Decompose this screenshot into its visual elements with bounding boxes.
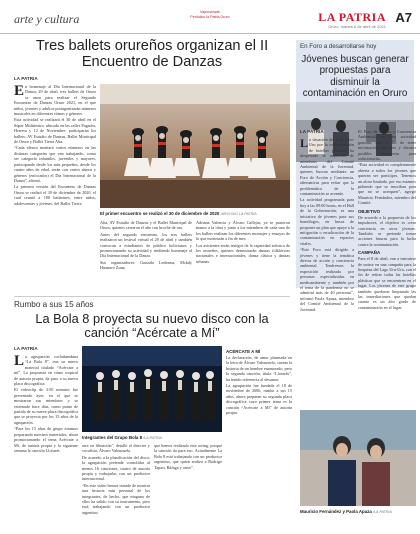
article-ballets-col1: En homenaje al Día Internacional de la Danza, 29 de abril, tres ballets de Oruro se unen para realizar el Segundo Encuentro de Danzas Oruro 2021, en el que niños, jóvenes y adultos protagonizarán números musicales en diferentes ritmos y géneros. Esta actividad se realizará el 30 de abril en el Súper Multiteatro, ubicado en las calles Pagador, Herrera y 12 de Noviembre, participarán los ballets: AV Estudio de Danzas, Ballet Municipal de Oruro y Ballet Tierra Alta. “Cada elenco montará varios números en las distintas categorías que van trabajando, como ser categoría infantiles, juveniles y mayores, participando desde los más pequeños, desde los cuatro años de edad, serán con varios ritmos y géneros (enfocados) el Día Internacional de la Danza”, afirmó. La primera versión del Encuentro de Danzas Oruro se realizó el 30 de diciembre de 2020, el cual reunió a 180 bailarines, entre niños, adolescentes y jóvenes, del Ballet Tierra [14, 83, 96, 206]
article-ballets-col2: Alta, AV Estudio de Danzas y el Ballet Municipal de Oruro, quienes cerraron el año con broche de oro. Antes del segundo encuentro, los tres ballets realizaron un festival virtual el 29 de abril y también convocan a estudiantes de público bolivianos y promocionando su actividad y rindiendo homenaje al Día Internacional de la Danza. Sus organizadores: Gonzalo Ledezma, Mckdy Huanaco Zuna, [100, 220, 192, 271]
subheading-objetivo: OBJETIVO [358, 208, 381, 214]
drop-cap: L [14, 353, 25, 369]
article-bola8-col3-lower: que hemos realizado este acting, porque la canción da para eso. Actualmente La Bola 8 está trabajando con un productor argentino, que quien realiza a Rodrigo Tapari, Ráfaga y otros”. [154, 443, 222, 470]
drop-cap: L [300, 136, 309, 150]
article-bola8-col3: ACÉRCATE A MÍ La declaración, de amor plasmada en la letra de Álvaro Valenzuela, cuenta la historia de un hombre enamorado, pero la segunda canción, titula “Llorarás”, ha tenido referencia al desamor. La agrupación fue fundada el 18 de noviembre de 2006, rumbo a sus 15 años, ahora preparan su segunda placa discográfica cuyo primer tema es la canción “Acércate a Mí” de autoría propia. [226, 349, 292, 416]
issue-date: Oruro, martes 6 de abril de 2021 [328, 24, 386, 29]
article-jovenes-col-b: El Foro de Acción y Conciencia Ambiental, es una actividad gratuita, con el fin de tener información del área y discutir posibles propuestas para solucionarlas. “Esta actividad es completamente abierta a todos los jóvenes que quieran ser partícipes. Tenemos un aforo limitado, por eso estamos pidiendo que se inscriban para que no se acerquen”, agregó Mauricio Fernández, miembro del Comité. OBJETIVO De acuerdo a la propuesta de los impulsores, el objetivo es crear conciencia en otros jóvenes. También se pretende tomar acciones futuras para la lucha contra la contaminación. CAMPAÑA Para el 8 de abril, van a instruirse de unirse en una campaña para la limpieza del Lago Uru-Uru, con el fin de retirar todas las botellas plásticas que se encuentran en el lugar. Los jóvenes de este grupo también quedaron limpiando las las inmediaciones que quedan cuanto es un alto grado de contaminación en el lugar. [358, 129, 416, 310]
article-jovenes-title: Jóvenes buscan generar propuestas para disminuir la contaminación en Oruro [301, 54, 409, 100]
subheading-acercate: ACÉRCATE A MÍ [226, 349, 261, 354]
fernandez-apaza-photo [300, 410, 416, 506]
article-bola8-col2: otra en filmación”, detalló el director y vocalista, Álvaro Valenzuela. De acuerdo a la planificación del disco, la agrupación pretende consolidar al menos 16 canciones, cuatro de autoría propia y trabajarlas con un productor internacional. “En este video hemos tratado de mostrar una historia más personal de los integrantes, de hecho, que ninguno de ellos ha salido con su instrumento, pero está trabajando con un productor argentino [82, 443, 150, 515]
subheading-campana: CAMPAÑA [358, 250, 381, 256]
bola8-photo-caption: Integrantes del Grupo Bola 8 /LA PATRIA [82, 435, 162, 440]
article-jovenes-kicker: LA PATRIA [300, 129, 324, 134]
article-jovenes-col-a: La situación del Lago Uru-Uru por la contaminación de botellas plásticas, ha despertado la inquietud de miembros del Comité Ambiental de la Juventud, quienes buscan mediante un Foro de Acción y Conciencia, alternativas para evitar que la problemática de la contaminación se acentúe. La actividad programada para hoy a las 09:00 horas, en el Hall de la Gobernación, es una iniciativa de jóvenes para sus homólogos, en busca de proponer un plan que apoye a la mitigación o erradicación de la contaminación en espacios vitales. “Este Foro está dirigido a jóvenes y tiene la temática directa de acción y conciencia ambiental. Tendremos la exposición realizada por personas especializadas en medioambiente y también por el tema de la pandemia no se admitirá más de 40 personas”, informó Paola Apaza, miembro del Comité Ambiental de la Juventud. [300, 136, 354, 312]
section-name: arte y cultura [14, 12, 80, 26]
article-bola8-pretitle: Rumbo a sus 15 años [14, 300, 94, 309]
page-header [0, 0, 420, 34]
ballet-dancers-image [100, 84, 290, 208]
fernandez-apaza-caption: Mauricio Fernández y Paola Apaza /LA PATRIA [300, 509, 392, 514]
article-bola8-title: La Bola 8 proyecta su nuevo disco con la canción “Acércate a Mí” [35, 311, 269, 341]
band-members-image [82, 346, 222, 432]
article-ballets-title: Tres ballets orureños organizan el II Encuentro de Danzas [35, 38, 269, 70]
page-number: A7 [395, 10, 412, 25]
sidebar-pretitle: En Foro a desarrollarse hoy [300, 43, 377, 50]
bola8-photo [82, 346, 222, 432]
section-divider [14, 296, 290, 297]
article-bola8-kicker: LA PATRIA [14, 346, 38, 351]
drop-cap: E [14, 83, 25, 99]
ballets-photo-caption: El primer encuentro se realizó el 30 de diciembre de 2020 /ARCHIVO LA PATRIA [100, 211, 257, 216]
two-people-image [300, 410, 416, 506]
header-center-text: Vaporshiade Periódico la Patria Oruro [190, 10, 230, 19]
article-ballets-kicker: LA PATRIA [14, 76, 38, 81]
article-ballets-col3: Adriana Valencia y Álvaro Callejas, ya se pusieron manos a la obra y junto a los miembros de cada uno de los ballets realizan los diferentes montajes y ensayos de lo que mostrarán a fin de mes. Los asistentes serán testigos de la capacidad artística de los orureños, quienes demostrarán danzas folklóricas nacionales e internacionales, danza clásica y danzas urbanas. [196, 220, 290, 264]
ballets-photo [100, 84, 290, 208]
brand-logo: LA PATRIA [318, 10, 386, 24]
article-bola8-col1: La agrupación cochabambina “La Bola 8”, tras su nuevo material titulado “Acércate a mí”. La propuesta en ritmo tropical de autoría propia, da paso a su nueva placa discográfica. El videoclip de 3:50 minutos fue presentado ayer, en el que se mostraron sus miembros y se estrenado hace días, como punto de partida de su nueva placa discográfica que se proyecta por los 15 años de la agrupación. “Para los 15 años de grupo estamos preparando nuestros materiales, ahora promocionando el tema Acércate a Mí, de autoría propia y la siguiente semana le canción Llorarás [14, 353, 78, 453]
